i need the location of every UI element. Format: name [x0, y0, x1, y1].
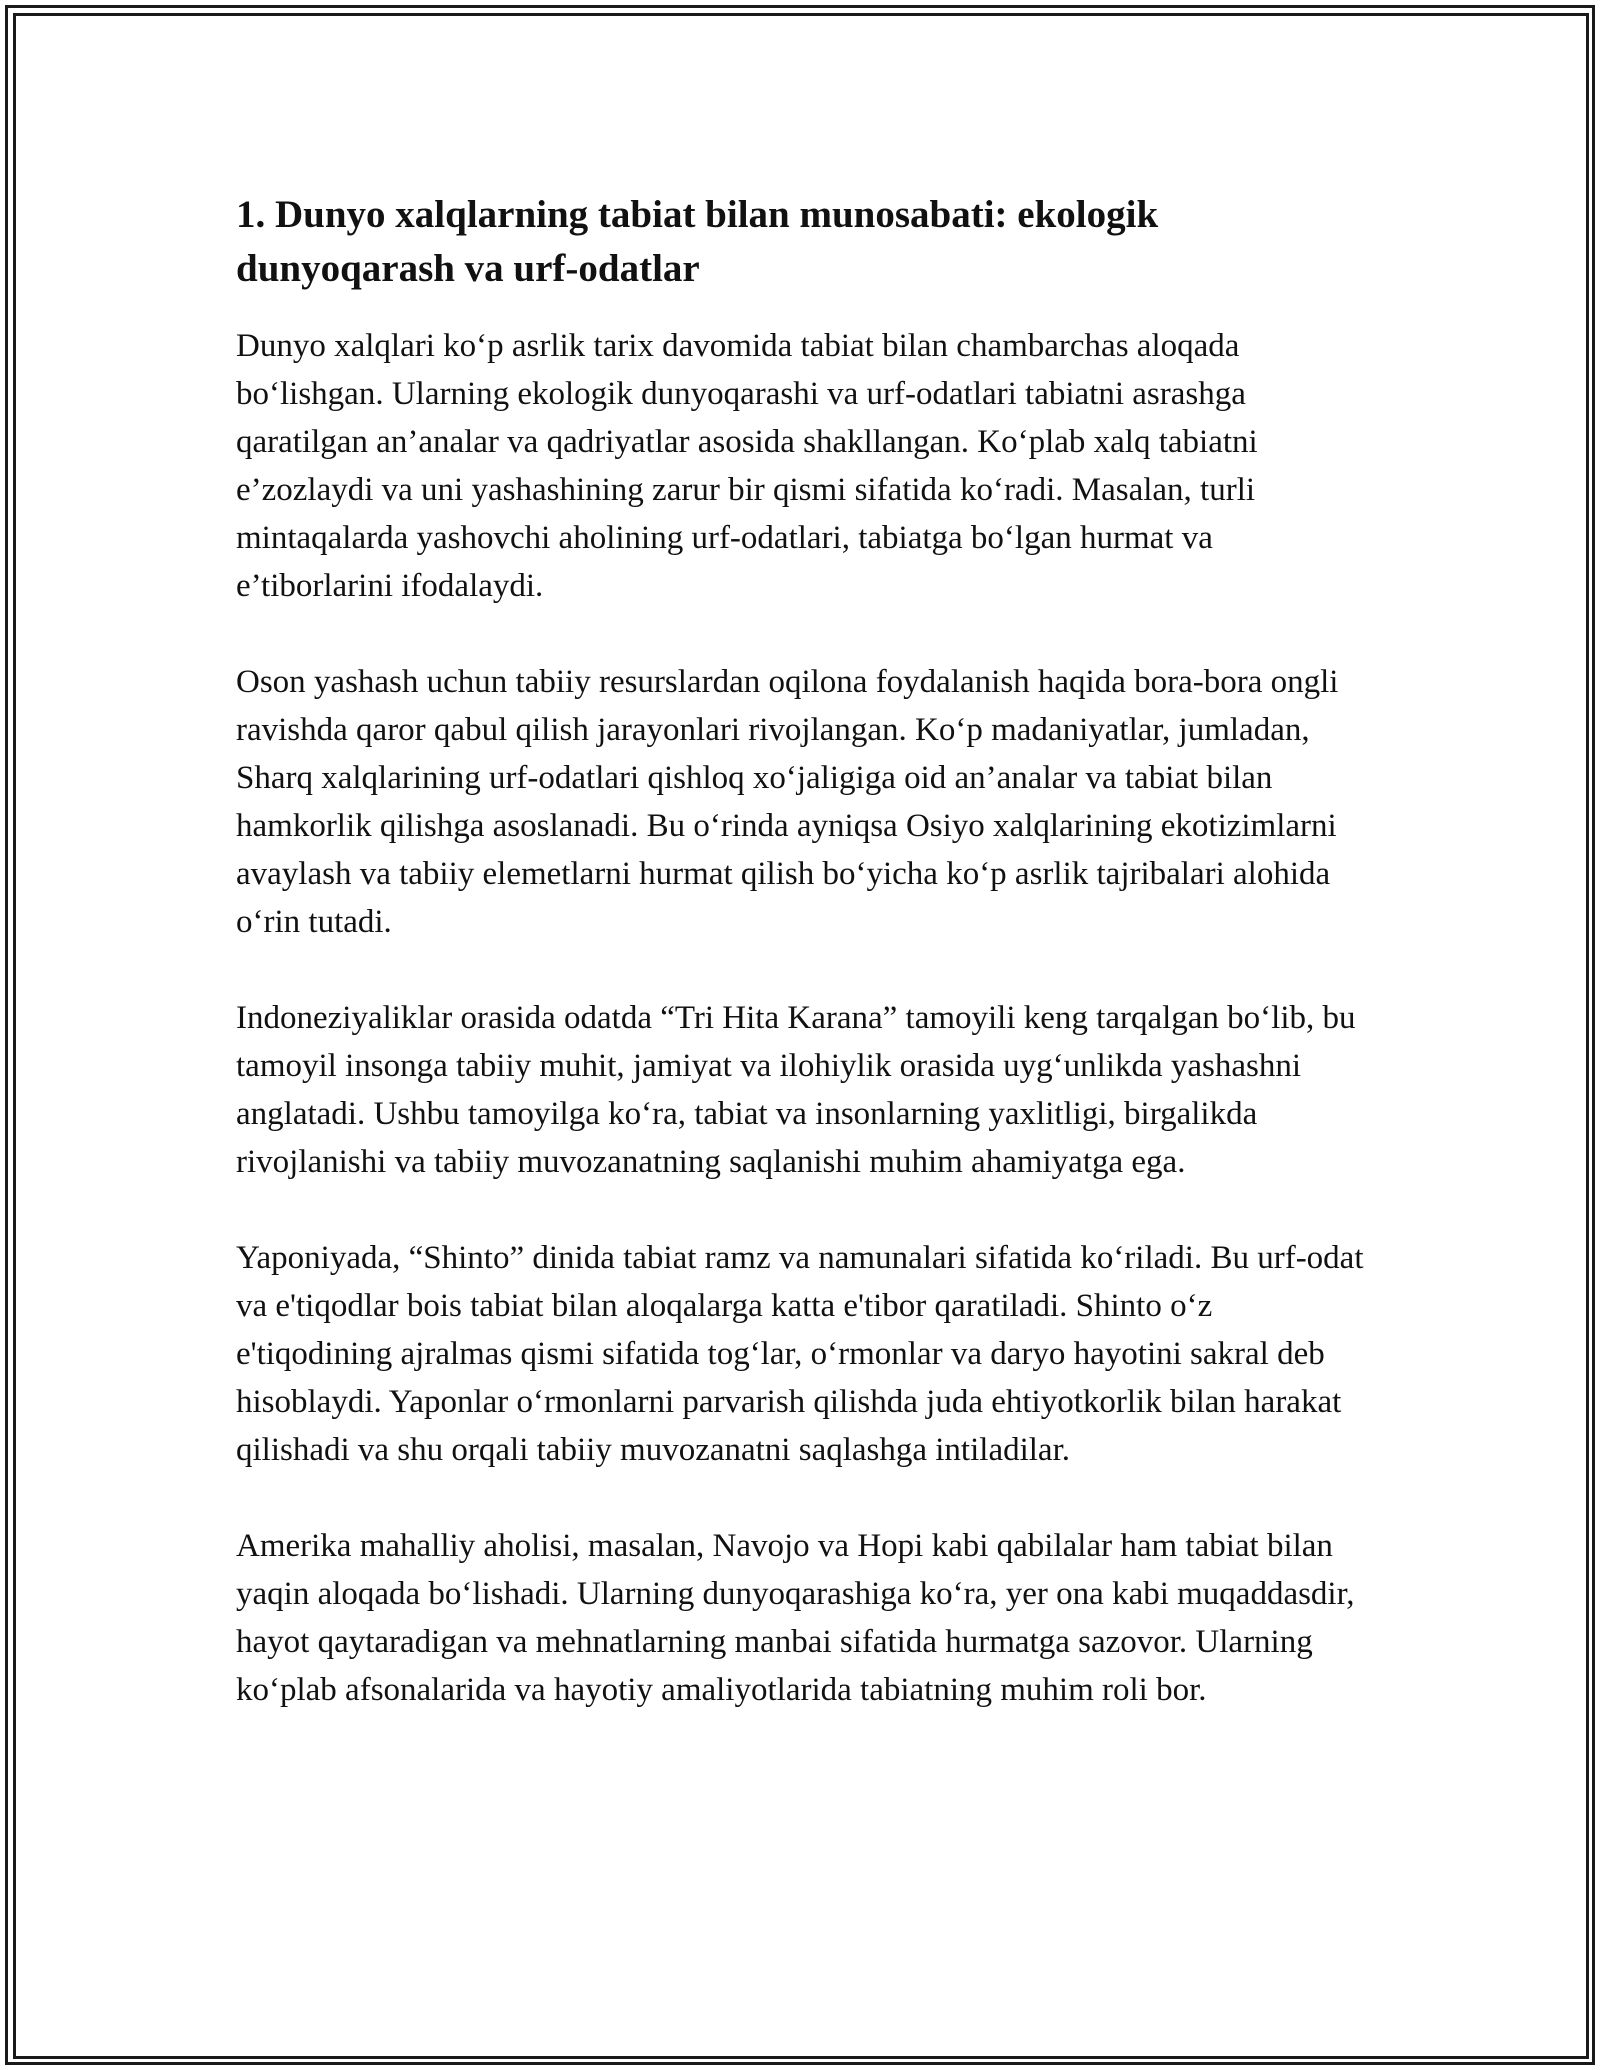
- paragraph-resources: Oson yashash uchun tabiiy resurslardan oqilona foydalanish haqida bora-bora ongli ravishda qaror qabul qilish jarayonlari rivojlangan. Ko‘p madaniyatlar, jumladan, Sharq xalqlarining urf-odatlari qishloq xo‘jaligiga oid an’analar va tabiat bilan hamkorlik qilishga asoslanadi. Bu o‘rinda ayniqsa Osiyo xalqlarining ekotizimlarni avaylash va tabiiy elemetlarni hurmat qilish bo‘yicha ko‘p asrlik tajribalari alohida o‘rin tutadi.: [236, 664, 1339, 940]
- document-body: [236, 188, 1376, 1762]
- paragraph-native-america: Amerika mahalliy aholisi, masalan, Navojo va Hopi kabi qabilalar ham tabiat bilan yaqin aloqada bo‘lishadi. Ularning dunyoqarashiga ko‘ra, yer ona kabi muqaddasdir, hayot qaytaradigan va mehnatlarning manbai sifatida hurmatga sazovor. Ularning ko‘plab afsonalarida va hayotiy amaliyotlarida tabiatning muhim roli bor.: [236, 1528, 1355, 1708]
- paragraph-japan: Yaponiyada, “Shinto” dinida tabiat ramz va namunalari sifatida ko‘riladi. Bu urf-odat va e'tiqodlar bois tabiat bilan aloqalarga katta e'tibor qaratiladi. Shinto o‘z e'tiqodining ajralmas qismi sifatida tog‘lar, o‘rmonlar va daryo hayotini sakral deb hisoblaydi. Yaponlar o‘rmonlarni parvarish qilishda juda ehtiyotkorlik bilan harakat qilishadi va shu orqali tabiiy muvozanatni saqlashga intiladilar.: [236, 1240, 1364, 1468]
- section-heading: 1. Dunyo xalqlarning tabiat bilan munosabati: ekologik dunyoqarash va urf-odatlar: [236, 193, 1159, 290]
- paragraph-indonesia: Indoneziyaliklar orasida odatda “Tri Hita Karana” tamoyili keng tarqalgan bo‘lib, bu tamoyil insonga tabiiy muhit, jamiyat va ilohiylik orasida uyg‘unlikda yashashni anglatadi. Ushbu tamoyilga ko‘ra, tabiat va insonlarning yaxlitligi, birgalikda rivojlanishi va tabiiy muvozanatning saqlanishi muhim ahamiyatga ega.: [236, 1000, 1356, 1180]
- paragraph-intro: Dunyo xalqlari ko‘p asrlik tarix davomida tabiat bilan chambarchas aloqada bo‘lishgan. Ularning ekologik dunyoqarashi va urf-odatlari tabiatni asrashga qaratilgan an’analar va qadriyatlar asosida shakllangan. Ko‘plab xalq tabiatni e’zozlaydi va uni yashashining zarur bir qismi sifatida ko‘radi. Masalan, turli mintaqalarda yashovchi aholining urf-odatlari, tabiatga bo‘lgan hurmat va e’tiborlarini ifodalaydi.: [236, 328, 1258, 604]
